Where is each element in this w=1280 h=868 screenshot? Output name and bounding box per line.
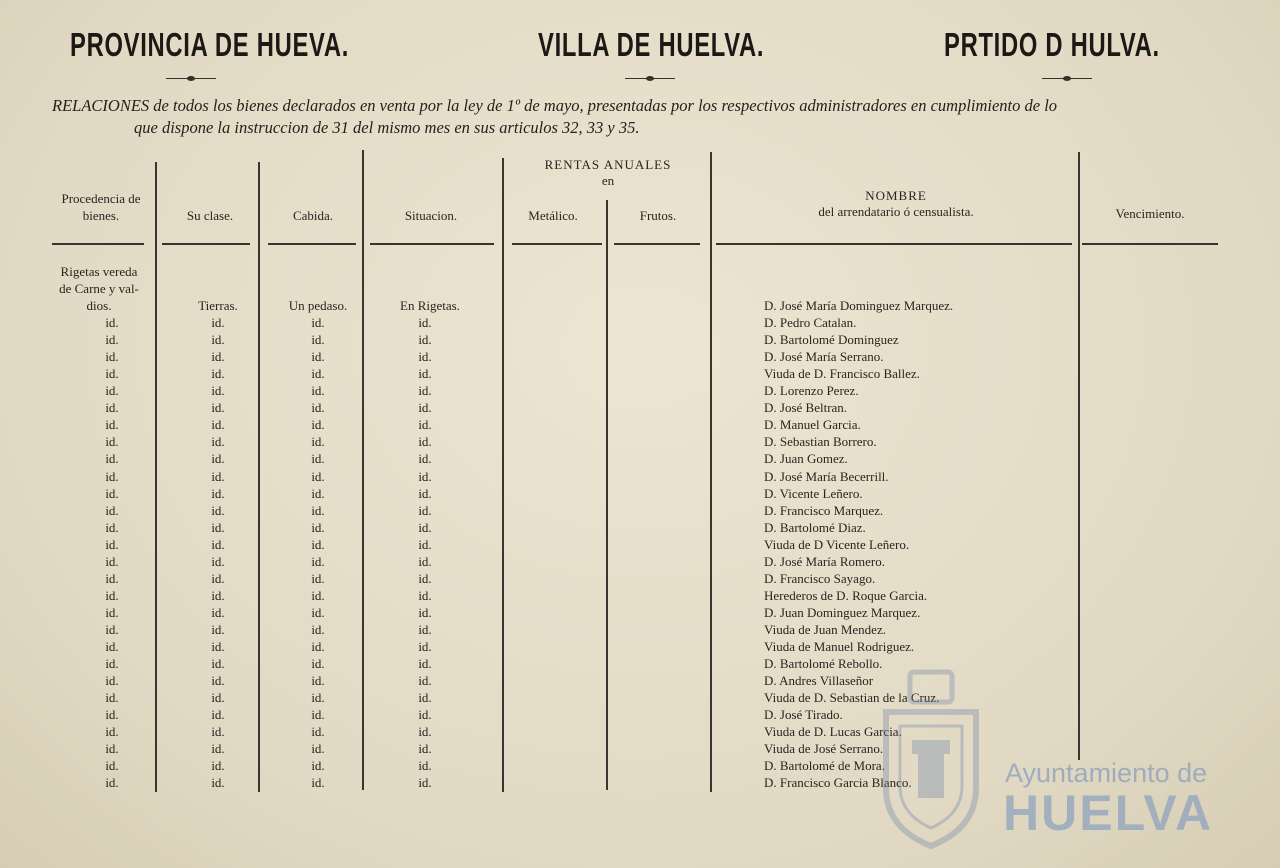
table-row [0,485,1280,502]
table-row [0,638,1280,655]
cell-cabida: id. [311,758,325,773]
cell-procedencia: id. [105,571,119,586]
cell-nombre: D. José María Dominguez Marquez. [764,298,954,313]
cell-cabida: id. [311,741,325,756]
cell-nombre: D. Lorenzo Perez. [764,383,859,398]
cell-clase: id. [211,315,225,330]
procedencia-line: Rigetas vereda [60,264,138,279]
cell-cabida: id. [311,486,325,501]
cell-clase: id. [211,451,225,466]
cell-procedencia: id. [105,417,119,432]
col-header-procedencia-line1: Procedencia de [61,191,141,206]
col-header-nombre-sub: del arrendatario ó censualista. [818,204,974,219]
cell-procedencia: id. [105,724,119,739]
cell-clase: Tierras. [198,298,238,313]
col-header-cabida: Cabida. [292,208,334,223]
col-header-vencimiento: Vencimiento. [1115,206,1185,221]
cell-clase: id. [211,486,225,501]
cell-situacion: id. [418,315,432,330]
col-header-rentas-en: en [601,173,615,188]
cell-situacion: id. [418,332,432,347]
cell-clase: id. [211,554,225,569]
intro-line-1: RELACIONES de todos los bienes declarados en venta por la ley de 1º de mayo, presentadas por los respectivos administradores en cumplimiento de lo [52,96,1058,115]
header-villa: VILLA DE HUELVA. [538,26,765,63]
cell-situacion: id. [418,554,432,569]
col-header-procedencia [44,190,158,224]
cell-clase: id. [211,366,225,381]
cell-clase: id. [211,605,225,620]
cell-clase: id. [211,383,225,398]
cell-clase: id. [211,758,225,773]
cell-cabida: id. [311,503,325,518]
cell-procedencia: id. [105,315,119,330]
cell-cabida: id. [311,639,325,654]
cell-cabida: id. [311,775,325,790]
cell-clase: id. [211,520,225,535]
cell-situacion: id. [418,417,432,432]
cell-clase: id. [211,537,225,552]
cell-cabida: id. [311,724,325,739]
cell-procedencia: id. [105,622,119,637]
cell-nombre: D. José Beltran. [764,400,848,415]
cell-cabida: id. [311,707,325,722]
table-row [0,621,1280,638]
header-rule [52,243,144,245]
cell-clase: id. [211,690,225,705]
ornament-rule [625,77,675,81]
cell-cabida: id. [311,451,325,466]
watermark-text-2: HUELVA [1003,785,1214,841]
cell-nombre: D. José Tirado. [764,707,843,722]
cell-nombre: D. Bartolomé de Mora. [764,758,885,773]
ornament-rule [166,77,216,81]
table-row [0,450,1280,467]
cell-nombre: D. José María Romero. [764,554,885,569]
procedencia-line: de Carne y val- [59,281,139,296]
procedencia-line: dios. [86,298,112,313]
cell-cabida: id. [311,622,325,637]
cell-cabida: id. [311,571,325,586]
cell-nombre: D. Juan Gomez. [764,451,848,466]
cell-clase: id. [211,434,225,449]
cell-procedencia: id. [105,707,119,722]
table-row [0,519,1280,536]
cell-procedencia: id. [105,469,119,484]
cell-procedencia: id. [105,383,119,398]
cell-situacion: id. [418,486,432,501]
cell-procedencia: id. [105,503,119,518]
cell-nombre: D. Bartolomé Rebollo. [764,656,883,671]
table-row [0,433,1280,450]
cell-situacion: id. [418,383,432,398]
table-row [0,655,1280,672]
cell-clase: id. [211,349,225,364]
table-row [0,536,1280,553]
cell-situacion: id. [418,588,432,603]
cell-situacion: id. [418,605,432,620]
table-row [0,502,1280,519]
cell-nombre: Herederos de D. Roque Garcia. [764,588,928,603]
cell-nombre: D. Francisco Sayago. [764,571,876,586]
cell-situacion: id. [418,622,432,637]
cell-clase: id. [211,417,225,432]
cell-procedencia: id. [105,775,119,790]
table-row [0,723,1280,740]
watermark-text-1: Ayuntamiento de [1005,758,1208,788]
table-row [0,468,1280,485]
cell-cabida: id. [311,605,325,620]
cell-situacion: id. [418,639,432,654]
cell-nombre: D. Juan Dominguez Marquez. [764,605,921,620]
cell-nombre: Viuda de D. Sebastian de la Cruz. [764,690,940,705]
cell-clase: id. [211,639,225,654]
table-row [0,416,1280,433]
cell-nombre: D. Vicente Leñero. [764,486,863,501]
table-row [0,570,1280,587]
cell-cabida: Un pedaso. [288,298,348,313]
cell-clase: id. [211,741,225,756]
ornament-rule [1042,77,1092,81]
cell-procedencia: id. [105,349,119,364]
cell-procedencia: id. [105,656,119,671]
table-row [0,314,1280,331]
cell-nombre: Viuda de José Serrano. [764,741,884,756]
intro-line-2: que dispone la instruccion de 31 del mismo mes en sus articulos 32, 33 y 35. [134,118,640,137]
cell-procedencia: id. [105,451,119,466]
col-header-metalico: Metálico. [528,208,578,223]
cell-nombre: Viuda de D. Lucas Garcia. [764,724,902,739]
cell-situacion: id. [418,656,432,671]
cell-cabida: id. [311,332,325,347]
cell-cabida: id. [311,469,325,484]
cell-situacion: id. [418,673,432,688]
cell-situacion: id. [418,434,432,449]
table-row [0,587,1280,604]
cell-nombre: D. Francisco Marquez. [764,503,884,518]
cell-procedencia: id. [105,588,119,603]
cell-clase: id. [211,775,225,790]
table-row [0,331,1280,348]
cell-nombre: D. Pedro Catalan. [764,315,857,330]
table-row [0,689,1280,706]
col-header-clase: Su clase. [186,208,234,223]
cell-procedencia: id. [105,520,119,535]
cell-cabida: id. [311,520,325,535]
header-rule [268,243,356,245]
cell-cabida: id. [311,588,325,603]
cell-procedencia: id. [105,639,119,654]
header-rule [1082,243,1218,245]
cell-procedencia: id. [105,605,119,620]
cell-cabida: id. [311,366,325,381]
header-partido: PRTIDO D HULVA. [944,26,1160,63]
cell-situacion: id. [418,349,432,364]
cell-clase: id. [211,707,225,722]
cell-clase: id. [211,656,225,671]
cell-clase: id. [211,503,225,518]
cell-situacion: id. [418,400,432,415]
cell-situacion: id. [418,469,432,484]
col-header-procedencia-line2: bienes. [82,208,120,223]
cell-situacion: id. [418,775,432,790]
cell-situacion: id. [418,571,432,586]
cell-cabida: id. [311,349,325,364]
cell-nombre: D. Andres Villaseñor [764,673,874,688]
cell-cabida: id. [311,400,325,415]
col-header-situacion: Situacion. [404,208,458,223]
cell-situacion: id. [418,690,432,705]
table-row [0,553,1280,570]
cell-nombre: D. José María Becerrill. [764,469,889,484]
table-row [0,740,1280,757]
cell-nombre: D. Sebastian Borrero. [764,434,877,449]
cell-procedencia: id. [105,741,119,756]
coat-of-arms-watermark [876,668,986,852]
cell-nombre: D. Manuel Garcia. [764,417,861,432]
table-row [0,297,1280,314]
cell-cabida: id. [311,315,325,330]
col-header-rentas: RENTAS ANUALES [544,157,672,172]
cell-clase: id. [211,724,225,739]
cell-nombre: Viuda de D. Francisco Ballez. [764,366,920,381]
cell-cabida: id. [311,656,325,671]
table-row [0,348,1280,365]
cell-situacion: id. [418,707,432,722]
header-rule [162,243,250,245]
table-row [0,365,1280,382]
cell-clase: id. [211,400,225,415]
cell-procedencia: id. [105,673,119,688]
cell-situacion: En Rigetas. [400,298,460,313]
cell-situacion: id. [418,741,432,756]
cell-clase: id. [211,588,225,603]
cell-procedencia: id. [105,537,119,552]
cell-situacion: id. [418,520,432,535]
cell-situacion: id. [418,503,432,518]
cell-clase: id. [211,332,225,347]
cell-cabida: id. [311,383,325,398]
header-provincia: PROVINCIA DE HUEVA. [70,26,350,63]
cell-procedencia: id. [105,400,119,415]
cell-nombre: D. Bartolomé Dominguez [764,332,899,347]
cell-cabida: id. [311,690,325,705]
cell-nombre: D. José María Serrano. [764,349,884,364]
cell-cabida: id. [311,434,325,449]
col-header-frutos: Frutos. [639,208,677,223]
table-row [0,399,1280,416]
cell-situacion: id. [418,451,432,466]
cell-cabida: id. [311,554,325,569]
cell-situacion: id. [418,366,432,381]
cell-nombre: Viuda de D Vicente Leñero. [764,537,910,552]
header-rule [370,243,494,245]
cell-cabida: id. [311,673,325,688]
cell-procedencia: id. [105,332,119,347]
cell-cabida: id. [311,537,325,552]
cell-procedencia: id. [105,366,119,381]
cell-clase: id. [211,673,225,688]
header-rule [716,243,1072,245]
table-row [0,604,1280,621]
cell-nombre: Viuda de Manuel Rodriguez. [764,639,915,654]
cell-cabida: id. [311,417,325,432]
header-rule [512,243,602,245]
table-row [0,382,1280,399]
cell-situacion: id. [418,537,432,552]
col-header-nombre: NOMBRE [865,188,927,203]
cell-procedencia: id. [105,690,119,705]
cell-nombre: D. Francisco Garcia Blanco. [764,775,912,790]
cell-procedencia: id. [105,554,119,569]
cell-situacion: id. [418,724,432,739]
table-row [0,706,1280,723]
cell-situacion: id. [418,758,432,773]
cell-procedencia: id. [105,758,119,773]
cell-nombre: Viuda de Juan Mendez. [764,622,886,637]
cell-clase: id. [211,469,225,484]
header-rule [614,243,700,245]
cell-nombre: D. Bartolomé Diaz. [764,520,866,535]
table-row [0,672,1280,689]
cell-procedencia: id. [105,486,119,501]
cell-clase: id. [211,571,225,586]
cell-procedencia: id. [105,434,119,449]
cell-clase: id. [211,622,225,637]
